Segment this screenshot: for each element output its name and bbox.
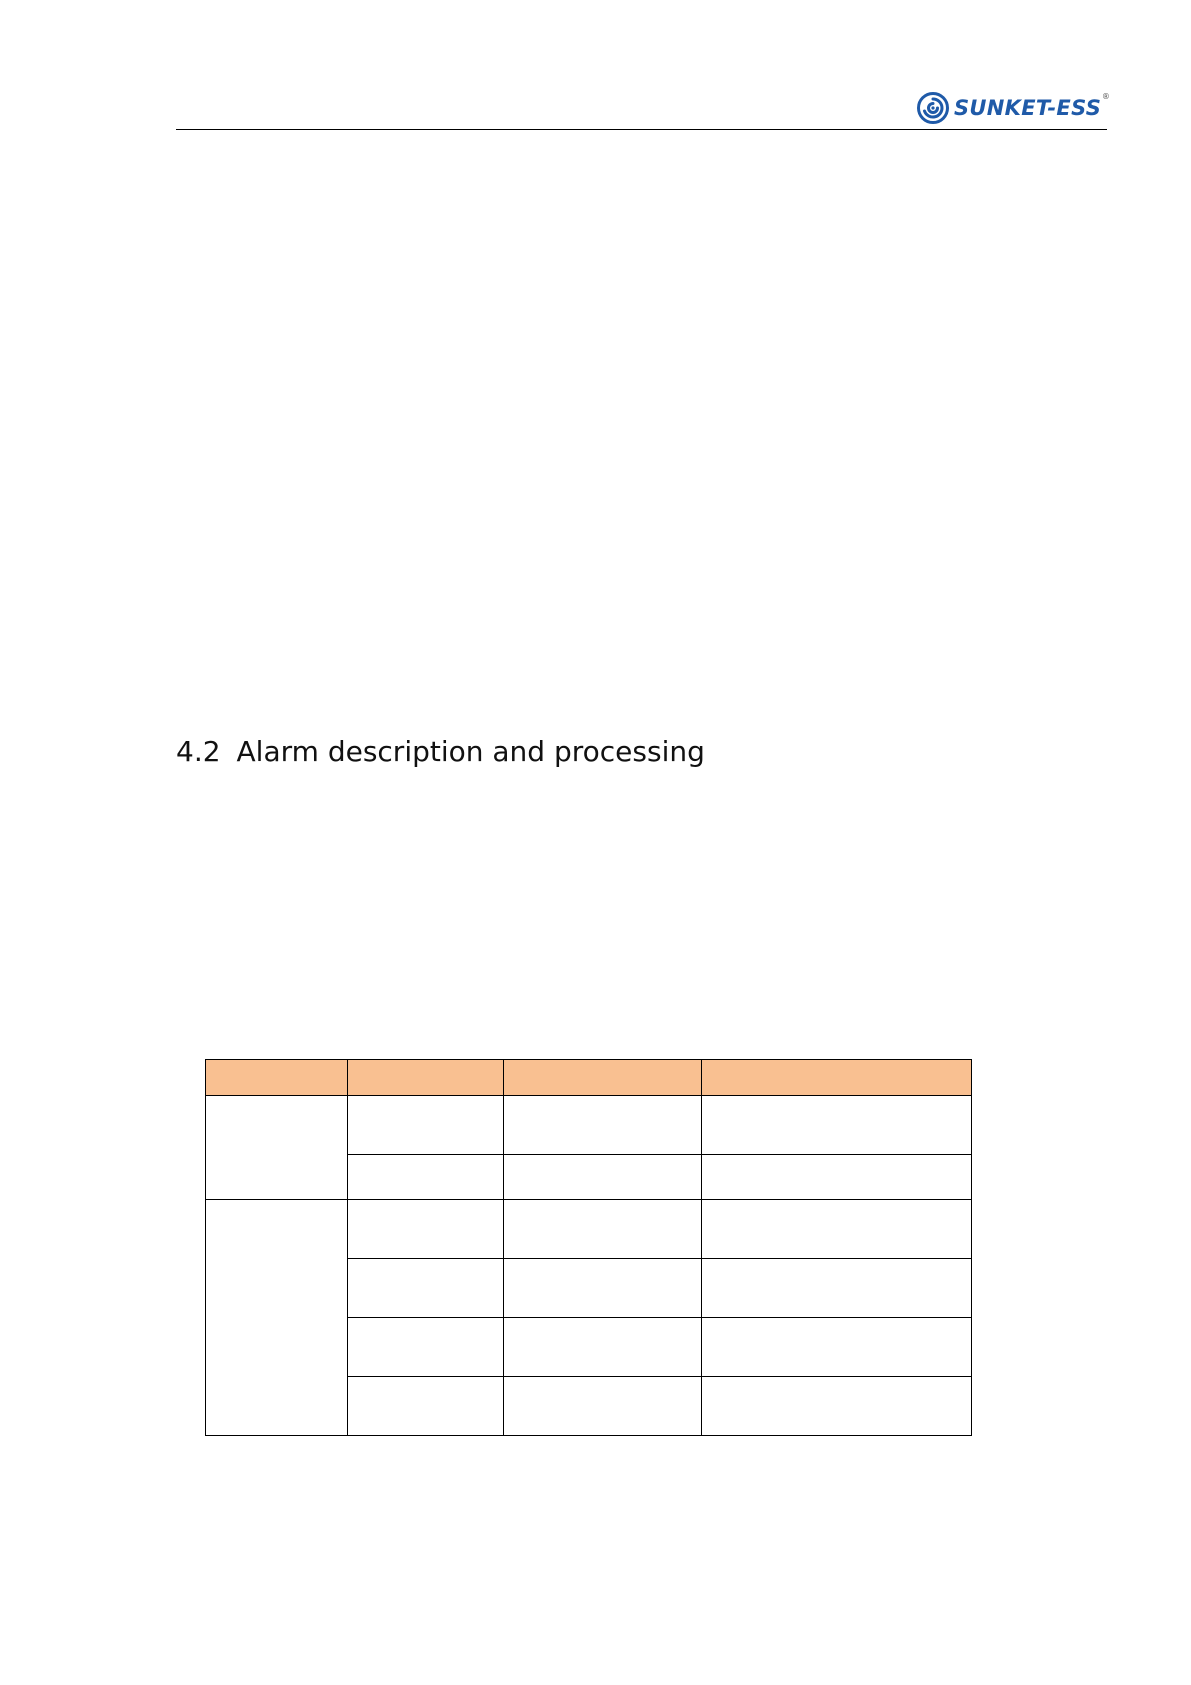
table-cell (702, 1096, 972, 1155)
section-heading (176, 735, 705, 769)
table-cell (348, 1155, 504, 1200)
table-cell (348, 1318, 504, 1377)
table-header-cell (348, 1060, 504, 1096)
table-group-cell (206, 1096, 348, 1200)
table-group-cell (206, 1200, 348, 1436)
section-number: 4.2 (176, 735, 221, 768)
table-cell (702, 1155, 972, 1200)
table-cell (504, 1155, 702, 1200)
table-cell (504, 1200, 702, 1259)
table-cell (348, 1259, 504, 1318)
section-title: Alarm description and processing (236, 735, 705, 768)
registered-mark: ® (1101, 91, 1111, 101)
table-header-cell (702, 1060, 972, 1096)
table-cell (504, 1318, 702, 1377)
table-cell (504, 1096, 702, 1155)
table-cell (348, 1200, 504, 1259)
table-cell (702, 1200, 972, 1259)
table-header-row (206, 1060, 972, 1096)
table-cell (348, 1096, 504, 1155)
table-cell (702, 1318, 972, 1377)
table-cell (504, 1259, 702, 1318)
table-cell (702, 1377, 972, 1436)
table-cell (504, 1377, 702, 1436)
table-cell (348, 1377, 504, 1436)
alarm-table (205, 1059, 972, 1436)
swirl-logo-icon (917, 92, 949, 124)
table-row (206, 1200, 972, 1259)
table-row (206, 1096, 972, 1155)
table-header-cell (206, 1060, 348, 1096)
brand-logo (917, 91, 1111, 125)
brand-name: SUNKET-ESS ® (954, 91, 1111, 120)
table-header-cell (504, 1060, 702, 1096)
header-divider (176, 129, 1107, 130)
table-cell (702, 1259, 972, 1318)
